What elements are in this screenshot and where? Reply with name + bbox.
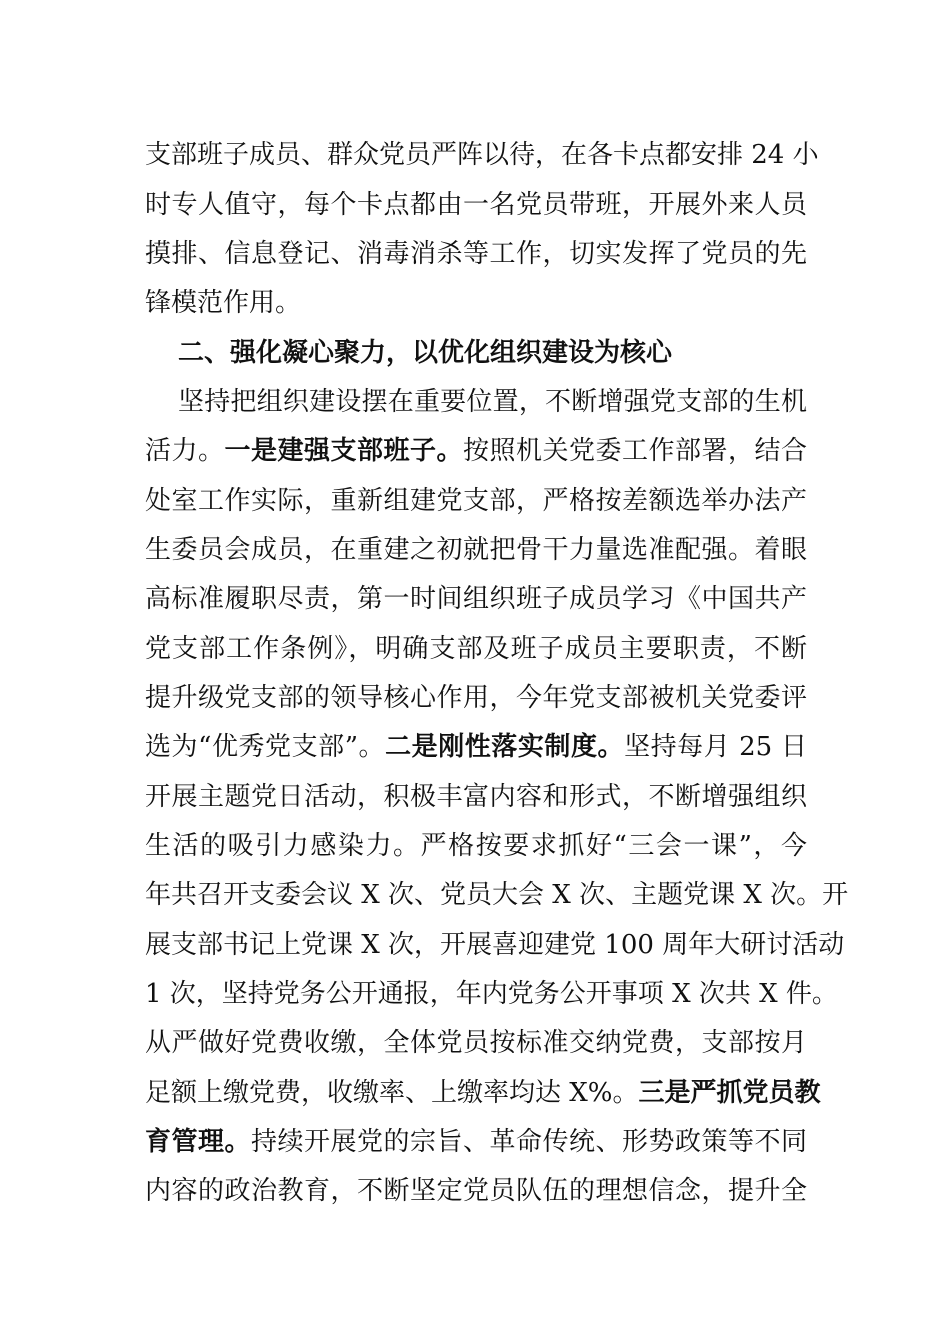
paragraph-line: 展支部书记上党课 X 次，开展喜迎建党 100 周年大研讨活动 — [145, 930, 845, 960]
paragraph-line — [145, 1067, 821, 1119]
text-run: 足额上缴党费，收缴率、上缴率均达 X%。 — [145, 1078, 639, 1108]
paragraph-line: 年共召开支委会议 X 次、党员大会 X 次、主题党课 X 次。开 — [145, 880, 849, 910]
bold-subheading: 三是严抓党员教 — [638, 1078, 821, 1108]
section-heading: 二、强化凝心聚力，以优化组织建设为核心 — [178, 338, 673, 368]
paragraph-line: 开展主题党日活动，积极丰富内容和形式，不断增强组织 — [145, 782, 807, 812]
bold-subheading: 二是刚性落实制度。 — [385, 732, 625, 762]
text-run: 按照机关党委工作部署，结合 — [462, 436, 807, 466]
paragraph-line — [145, 425, 807, 477]
bold-subheading: 一是建强支部班子。 — [224, 436, 463, 466]
paragraph-line: 内容的政治教育，不断坚定党员队伍的理想信念，提升全 — [145, 1176, 807, 1206]
paragraph-line — [145, 1116, 807, 1168]
paragraph-line: 时专人值守，每个卡点都由一名党员带班，开展外来人员 — [145, 190, 807, 220]
paragraph-line: 支部班子成员、群众党员严阵以待，在各卡点都安排 24 小 — [145, 140, 819, 170]
paragraph-line: 高标准履职尽责，第一时间组织班子成员学习《中国共产 — [145, 584, 807, 614]
paragraph-line: 摸排、信息登记、消毒消杀等工作，切实发挥了党员的先 — [145, 239, 807, 269]
text-run: 活力。 — [145, 436, 225, 466]
paragraph-line: 党支部工作条例》，明确支部及班子成员主要职责，不断 — [145, 634, 807, 664]
text-run: 坚持每月 25 日 — [624, 732, 807, 762]
text-run: 选为“优秀党支部”。 — [145, 732, 386, 762]
paragraph-line: 1 次，坚持党务公开通报，年内党务公开事项 X 次共 X 件。 — [145, 979, 838, 1009]
paragraph-line — [145, 721, 807, 773]
paragraph-line: 从严做好党费收缴，全体党员按标准交纳党费，支部按月 — [145, 1028, 807, 1058]
paragraph-line: 坚持把组织建设摆在重要位置，不断增强党支部的生机 — [178, 387, 807, 417]
paragraph-line: 处室工作实际，重新组建党支部，严格按差额选举办法产 — [145, 486, 807, 516]
text-run: 持续开展党的宗旨、革命传统、形势政策等不同 — [251, 1127, 807, 1157]
bold-subheading: 育管理。 — [145, 1127, 251, 1157]
paragraph-line: 生活的吸引力感染力。严格按要求抓好“三会一课”，今 — [145, 831, 807, 861]
paragraph-line: 锋模范作用。 — [145, 288, 302, 318]
paragraph-line: 生委员会成员，在重建之初就把骨干力量选准配强。着眼 — [145, 535, 807, 565]
paragraph-line: 提升级党支部的领导核心作用，今年党支部被机关党委评 — [145, 683, 807, 713]
